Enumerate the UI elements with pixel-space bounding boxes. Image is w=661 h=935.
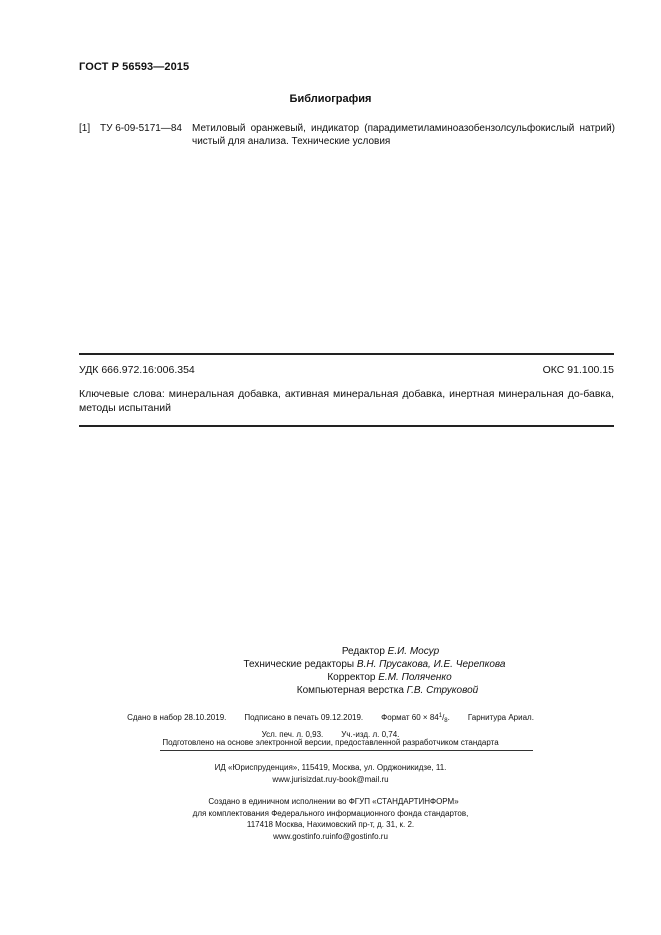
imprint-publisher-sheets: Уч.-изд. л. 0,74. — [341, 730, 400, 739]
credits-block — [0, 645, 661, 697]
entry-code: ТУ 6-09-5171—84 — [100, 123, 182, 134]
divider-bottom — [160, 750, 533, 751]
credit-label: Корректор — [327, 672, 376, 683]
credit-editor — [0, 645, 661, 658]
entry-number: [1] — [79, 123, 91, 134]
imprint-signed: Подписано в печать 09.12.2019. — [244, 713, 364, 722]
printer-line-2: для комплектования Федерального информационного фонда стандартов, — [192, 808, 469, 818]
bibliography-heading: Библиография — [289, 93, 372, 105]
entry-title: Метиловый оранжевый, индикатор (парадиметиламиноазобензолсульфокислый натрий) чистый для анализа. Технические условия — [192, 123, 615, 147]
imprint-typeface: Гарнитура Ариал. — [467, 713, 534, 722]
printer-email-link[interactable]: info@gostinfo.ru — [329, 831, 388, 841]
oks-code: ОКС 91.100.15 — [542, 364, 614, 376]
credit-corrector — [0, 671, 661, 684]
publisher-site-link[interactable]: www.jurisizdat.ru — [272, 775, 333, 784]
format-suffix: . — [447, 713, 450, 722]
divider-middle — [79, 425, 614, 427]
imprint-print-sheets: Усл. печ. л. 0,93. — [261, 730, 324, 739]
printer-contacts — [0, 831, 661, 843]
credit-label: Компьютерная верстка — [296, 685, 404, 696]
imprint-block — [0, 710, 661, 741]
printer-line-1: Создано в единичном исполнении во ФГУП «СТАНДАРТИНФОРМ» — [208, 797, 459, 806]
format-prefix: Формат 60 × 84 — [381, 713, 439, 722]
format-denominator: 8 — [444, 718, 448, 724]
standard-code: ГОСТ Р 56593—2015 — [79, 61, 190, 73]
publisher-address: ИД «Юриспруденция», 115419, Москва, ул. Орджоникидзе, 11. — [214, 763, 447, 772]
publisher-email-link[interactable]: y-book@mail.ru — [332, 775, 389, 784]
credit-tech-editors — [0, 658, 661, 671]
keywords-text: Ключевые слова: минеральная добавка, активная минеральная добавка, инертная минеральная до-бавка, методы испытаний — [79, 388, 614, 414]
imprint-submitted: Сдано в набор 28.10.2019. — [127, 713, 227, 722]
format-numerator: 1 — [438, 713, 443, 719]
credit-name: В.Н. Прусакова, И.Е. Черепкова — [356, 659, 506, 670]
credit-name: Е.И. Мосур — [387, 646, 440, 657]
credit-name: Е.М. Поляченко — [378, 672, 452, 683]
printer-block — [0, 796, 661, 842]
format-separator: / — [442, 713, 445, 722]
prepared-note: Подготовлено на основе электронной версии, предоставленной разработчиком стандарта — [162, 738, 499, 747]
credit-layout — [0, 684, 661, 697]
publisher-block — [0, 762, 661, 786]
divider-top — [79, 353, 614, 355]
printer-line-3: 117418 Москва, Нахимовский пр-т, д. 31, к. 2. — [246, 820, 415, 829]
credit-label: Технические редакторы — [243, 659, 355, 670]
credit-label: Редактор — [341, 646, 385, 657]
imprint-format — [381, 713, 450, 722]
imprint-row-1 — [0, 710, 661, 728]
credit-name: Г.В. Струковой — [406, 685, 479, 696]
publisher-contacts — [0, 774, 661, 786]
udk-code: УДК 666.972.16:006.354 — [79, 364, 195, 376]
printer-site-link[interactable]: www.gostinfo.ru — [273, 831, 330, 841]
